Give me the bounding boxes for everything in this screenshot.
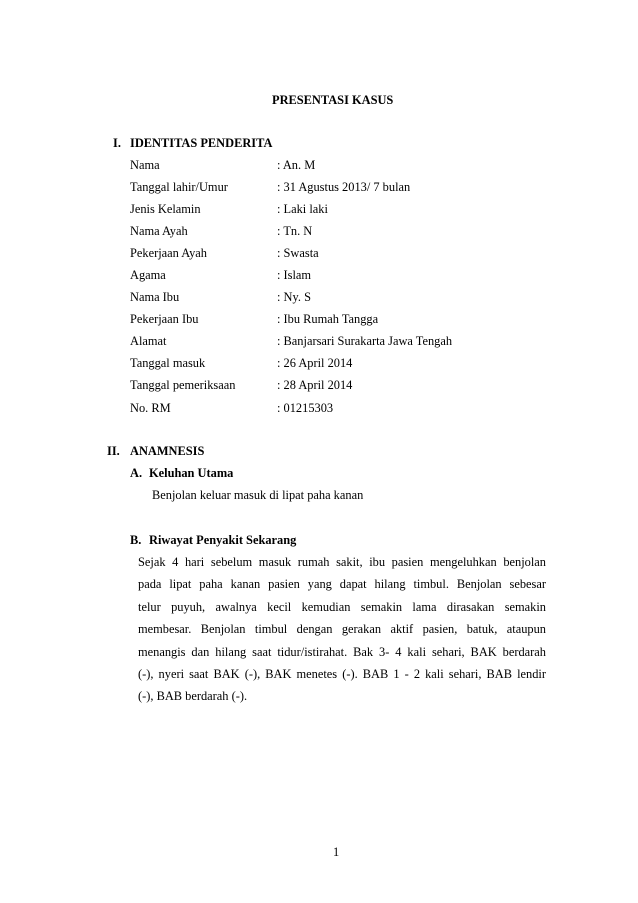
identity-label: Pekerjaan Ibu bbox=[130, 312, 199, 326]
identity-value: : 28 April 2014 bbox=[277, 378, 353, 392]
section-number: I. bbox=[113, 136, 121, 150]
identity-label: Agama bbox=[130, 268, 166, 282]
identity-label: Tanggal masuk bbox=[130, 356, 206, 370]
identity-label: Alamat bbox=[130, 334, 167, 348]
identity-value: : Laki laki bbox=[277, 202, 328, 216]
identity-label: Nama Ayah bbox=[130, 224, 188, 238]
identity-value: : 01215303 bbox=[277, 401, 334, 415]
identity-value: : Banjarsari Surakarta Jawa Tengah bbox=[277, 334, 453, 348]
paragraph-line: (-), nyeri saat BAK (-), BAK menetes (-). BAB 1 - 2 kali sehari, BAB lendir bbox=[138, 666, 546, 681]
identity-label: Pekerjaan Ayah bbox=[130, 246, 207, 260]
identity-value: : Ny. S bbox=[277, 290, 311, 304]
paragraph-line: menangis dan hilang saat tidur/istirahat. Bak 3- 4 kali sehari, BAK berdarah bbox=[138, 644, 546, 659]
section-heading-anamnesis: ANAMNESIS bbox=[130, 444, 205, 458]
section-number: II. bbox=[107, 444, 120, 458]
identity-value: : Swasta bbox=[277, 246, 319, 260]
subsection-letter: B. bbox=[130, 533, 142, 547]
paragraph-line: telur puyuh, awalnya kecil kemudian semakin lama dirasakan semakin bbox=[138, 599, 546, 614]
identity-label: No. RM bbox=[130, 401, 171, 415]
paragraph-line: membesar. Benjolan timbul dengan gerakan aktif pasien, batuk, ataupun bbox=[138, 622, 546, 637]
page-number: 1 bbox=[333, 845, 340, 859]
subsection-heading-keluhan-utama: Keluhan Utama bbox=[149, 466, 234, 480]
subsection-heading-riwayat-penyakit: Riwayat Penyakit Sekarang bbox=[149, 533, 297, 547]
section-heading-identitas: IDENTITAS PENDERITA bbox=[130, 136, 273, 150]
paragraph-line: (-), BAB berdarah (-). bbox=[138, 689, 248, 704]
identity-value: : Tn. N bbox=[277, 224, 313, 238]
document-title: PRESENTASI KASUS bbox=[272, 93, 394, 107]
identity-value: : 31 Agustus 2013/ 7 bulan bbox=[277, 180, 411, 194]
identity-label: Jenis Kelamin bbox=[130, 202, 201, 216]
paragraph-line: Sejak 4 hari sebelum masuk rumah sakit, ibu pasien mengeluhkan benjolan bbox=[138, 555, 546, 569]
identity-value: : 26 April 2014 bbox=[277, 356, 353, 370]
identity-label: Nama bbox=[130, 158, 160, 172]
identity-value: : Islam bbox=[277, 268, 312, 282]
keluhan-utama-text: Benjolan keluar masuk di lipat paha kanan bbox=[152, 488, 364, 502]
paragraph-line: pada lipat paha kanan pasien yang dapat hilang timbul. Benjolan sebesar bbox=[138, 577, 546, 592]
identity-value: : An. M bbox=[277, 158, 316, 172]
identity-value: : Ibu Rumah Tangga bbox=[277, 312, 379, 326]
identity-label: Tanggal pemeriksaan bbox=[130, 378, 236, 392]
identity-label: Nama Ibu bbox=[130, 290, 180, 304]
riwayat-penyakit-paragraph bbox=[138, 551, 546, 708]
identity-label: Tanggal lahir/Umur bbox=[130, 180, 228, 194]
subsection-letter: A. bbox=[130, 466, 143, 480]
